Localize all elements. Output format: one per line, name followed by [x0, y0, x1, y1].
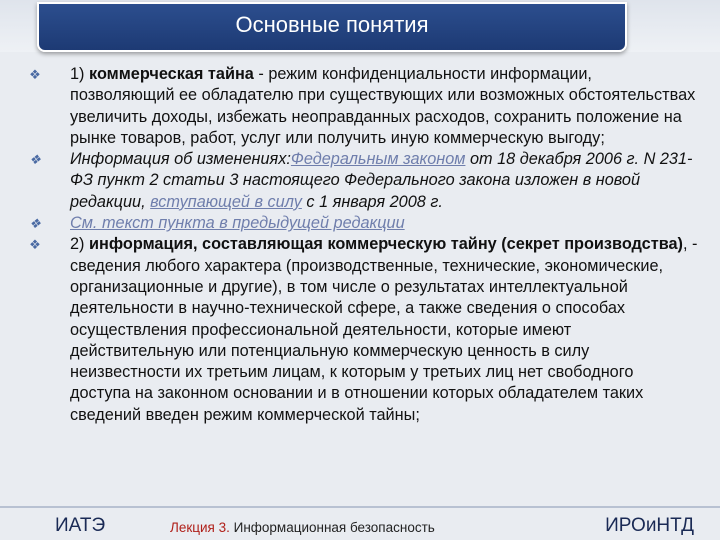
diamond-bullet-icon: ❖ [29, 237, 41, 253]
change-info-text: с 1 января 2008 г. [301, 192, 443, 211]
lecture-number: 3. [218, 520, 230, 535]
item-text: , - сведения любого характера (производственные, технические, экономические, организационные и другие), в том числе о результатах интеллектуальной деятельности в научно-технической сфере, а также сведения о способах осуществления профессиональной деятельности, которые имеют действительную или потенциальную коммерческую ценность в силу неизвестности их третьим лицам, к которым у третьих лиц нет свободного доступа на законном основании и в отношении которых обладателем таких сведений введен режим коммерческой тайны; [70, 235, 698, 424]
previous-edition-link[interactable]: См. текст пункта в предыдущей редакции [70, 214, 405, 233]
list-item [22, 213, 698, 234]
slide-content [22, 64, 698, 426]
lecture-label: Лекция [170, 520, 215, 535]
footer-lecture [170, 520, 435, 535]
footer-divider [0, 506, 720, 508]
list-item [22, 64, 698, 149]
diamond-bullet-icon: ❖ [29, 67, 41, 82]
footer-org-left: ИАТЭ [55, 515, 106, 536]
slide-title: Основные понятия [235, 12, 429, 37]
federal-law-link[interactable]: Федеральным законом [290, 150, 466, 169]
item-lead: 2) [70, 235, 90, 254]
diamond-bullet-icon: ❖ [29, 152, 41, 168]
effective-link[interactable]: вступающей в силу [150, 192, 302, 211]
item-lead: 1) [70, 65, 90, 83]
change-info-text: от 18 декабря 2006 г. N 231-ФЗ пункт 2 статьи 3 настоящего Федерального закона изложен в новой редакции, [70, 150, 693, 211]
list-item [22, 149, 698, 213]
change-info-text: Информация об изменениях: [70, 150, 291, 169]
footer-org-right: ИРОиНТД [605, 515, 694, 536]
term-trade-secret-info: составляющая коммерческую тайну (секрет производства) [202, 235, 683, 254]
diamond-bullet-icon: ❖ [29, 216, 41, 232]
term-information: информация [89, 235, 193, 254]
term-trade-secret: коммерческая тайна [89, 65, 254, 83]
list-item [22, 234, 698, 426]
term-comma: , [192, 235, 203, 254]
item-text: - режим конфиденциальности информации, позволяющий ее обладателю при существующих или возможных обстоятельствах увеличить доходы, избежать неоправданных расходов, сохранить положение на рынке товаров, работ, услуг или получить иную коммерческую выгоду; [70, 65, 696, 147]
lecture-topic: Информационная безопасность [229, 520, 435, 535]
title-banner [37, 2, 627, 52]
